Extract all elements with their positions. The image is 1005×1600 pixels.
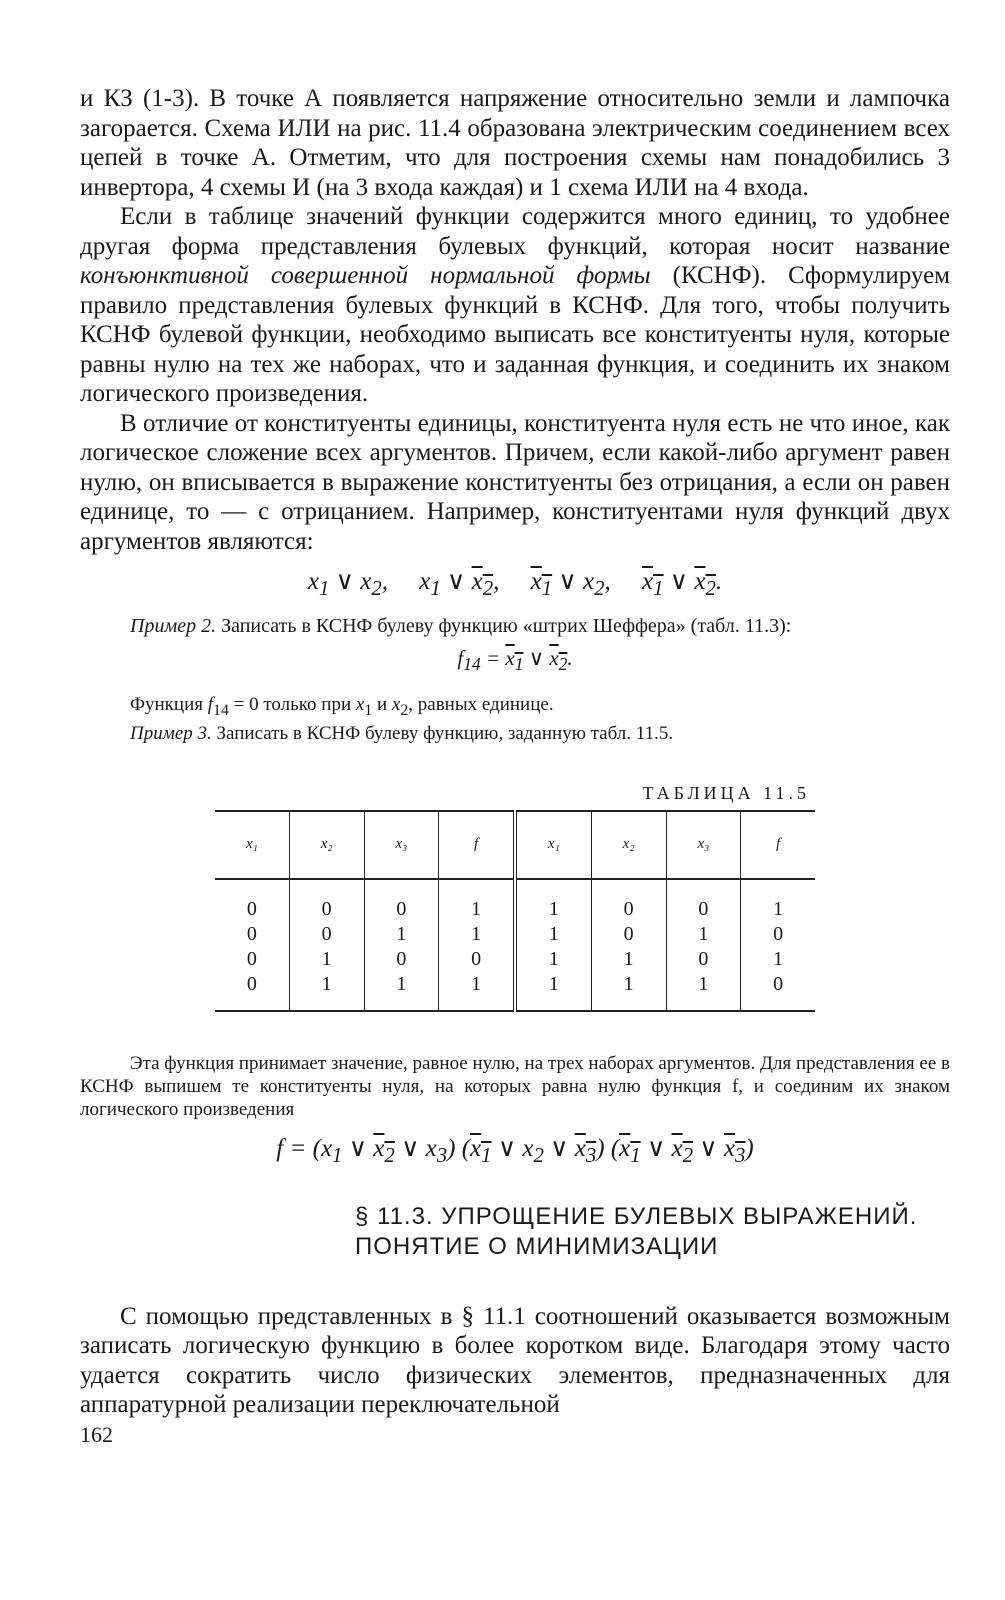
table-cell: 1 [439, 922, 515, 947]
header-cell: x₃ [666, 811, 741, 879]
table-cell: 0 [666, 879, 741, 922]
table-header-row [215, 811, 815, 879]
table-cell: 1 [515, 879, 591, 922]
table-cell: 0 [364, 879, 439, 922]
example-3 [80, 722, 950, 745]
table-row [215, 947, 815, 972]
page-content [80, 84, 950, 1448]
table-cell: 0 [215, 879, 289, 922]
table-cell: 0 [289, 922, 364, 947]
table-cell: 0 [591, 879, 666, 922]
table-cell: 0 [666, 947, 741, 972]
table-cell: 0 [215, 972, 289, 1011]
paragraph-1: и КЗ (1-3). В точке А появляется напряжение относительно земли и лампочка загорается. Схема ИЛИ на рис. 11.4 образована электрическим соединением всех цепей в точке А. Отметим, что для построения схемы нам понадобились 3 инвертора, 4 схемы И (на 3 входа каждая) и 1 схема ИЛИ на 4 входа. [80, 85, 950, 201]
f14-note-d: , равных единице. [408, 694, 554, 716]
example-2-text: Записать в КСНФ булеву функцию «штрих Шеффера» (табл. 11.3): [216, 615, 792, 637]
f14-note-b: = 0 только при [228, 694, 356, 716]
truth-table [215, 810, 815, 1012]
table-cell: 0 [773, 972, 784, 995]
header-cell: f [776, 836, 781, 853]
table-cell: 1 [364, 972, 439, 1011]
f14-note-c: и [372, 694, 392, 716]
table-cell: 1 [515, 972, 591, 1011]
table-cell: 0 [364, 947, 439, 972]
f14-formula: $f_{14} = x_1$ ∨ $x_2$. [457, 646, 573, 675]
table-cell: 1 [289, 947, 364, 972]
table-cell: 1 [439, 879, 515, 922]
paragraph-4: Эта функция принимает значение, равное нулю, на трех наборах аргументов. Для представления ее в КСНФ выпишем те конституенты нуля, на которых равна нулю функция f, и соединим их знаком логического произведения [80, 1052, 950, 1120]
table-cell: 0 [215, 922, 289, 947]
table-cell: 1 [364, 922, 439, 947]
table-cell: 0 [289, 879, 364, 922]
table-row [215, 972, 815, 1011]
table-cell: 1 [666, 922, 741, 947]
example-2-label: Пример 2. [130, 615, 217, 637]
table-row [215, 879, 815, 922]
paragraph-2-part-b: (КСНФ). Сформулируем правило представления булевых функций в КСНФ. Для того, чтобы получить КСНФ булевой функции, необходимо выписать все конституенты нуля, которые равны нулю на тех же наборах, что и заданная функция, и соединить их знаком логического произведения. [80, 262, 950, 407]
example-3-label: Пример 3. [130, 722, 212, 744]
section-heading [355, 1202, 950, 1262]
header-cell: x₂ [289, 811, 364, 879]
table-cell: 0 [773, 922, 784, 945]
f14-note: Функция $f_{14} = 0$ только при $x_1$ и $x_2$, равных единице. [130, 694, 554, 719]
table-cell: 0 [439, 947, 515, 972]
table-row [215, 922, 815, 947]
paragraph-3: В отличие от конституенты единицы, конституента нуля есть не что иное, как логическое сложение всех аргументов. Причем, если какой-либо аргумент равен нулю, он вписывается в выражение конституенты без отрицания, а если он равен единице, то — с отрицанием. Например, конституентами нуля функций двух аргументов являются: [80, 409, 950, 555]
constituents-formula: $x_1$ ∨ $x_2$, $x_1$ ∨ $x_2$, $x_1$ ∨ $x_2$, $x_1$ ∨ $x_2$. [307, 568, 723, 600]
header-cell: x₁ [215, 811, 289, 879]
f14-note-a: Функция [130, 694, 208, 716]
paragraph-5: С помощью представленных в § 11.1 соотношений оказывается возможным записать логическую функцию в более коротком виде. Благодаря этому часто удается сократить число физических элементов, предназначенных для аппаратурной реализации переключательной [80, 1302, 950, 1419]
paragraph-2 [80, 202, 950, 409]
table-cell: 1 [773, 947, 784, 970]
example-3-text: Записать в КСНФ булеву функцию, заданную табл. 11.5. [211, 722, 674, 744]
table-cell: 1 [439, 972, 515, 1011]
paragraph-2-part-a: Если в таблице значений функции содержится много единиц, то удобнее другая форма представления булевых функций, которая носит название [80, 203, 950, 260]
table-cell: 1 [515, 947, 591, 972]
table-cell: 1 [289, 972, 364, 1011]
page-number: 162 [80, 1421, 113, 1447]
table-cell: 1 [666, 972, 741, 1011]
table-cell: 1 [591, 947, 666, 972]
example-2 [80, 615, 950, 638]
header-cell: x₂ [591, 811, 666, 879]
table-cell: 0 [215, 947, 289, 972]
table-cell: 1 [515, 922, 591, 947]
header-cell: x₃ [364, 811, 439, 879]
section-heading-line-2: ПОНЯТИЕ О МИНИМИЗАЦИИ [355, 1232, 719, 1260]
ksnf-term: конъюнктивной совершенной нормальной формы [80, 262, 651, 289]
header-cell: f [439, 811, 515, 879]
ksnf-result-formula: $f = (x_1$ ∨ $x_2$ ∨ $x_3$) ($x_1$ ∨ $x_2$ ∨ $x_3$) ($x_1$ ∨ $x_2$ ∨ $x_3$) [276, 1134, 754, 1167]
header-cell: x₁ [515, 811, 591, 879]
table-title: ТАБЛИЦА 11.5 [642, 782, 810, 803]
table-cell: 1 [591, 972, 666, 1011]
section-heading-line-1: § 11.3. УПРОЩЕНИЕ БУЛЕВЫХ ВЫРАЖЕНИЙ. [355, 1202, 918, 1230]
table-cell: 1 [773, 897, 784, 920]
table-cell: 0 [591, 922, 666, 947]
